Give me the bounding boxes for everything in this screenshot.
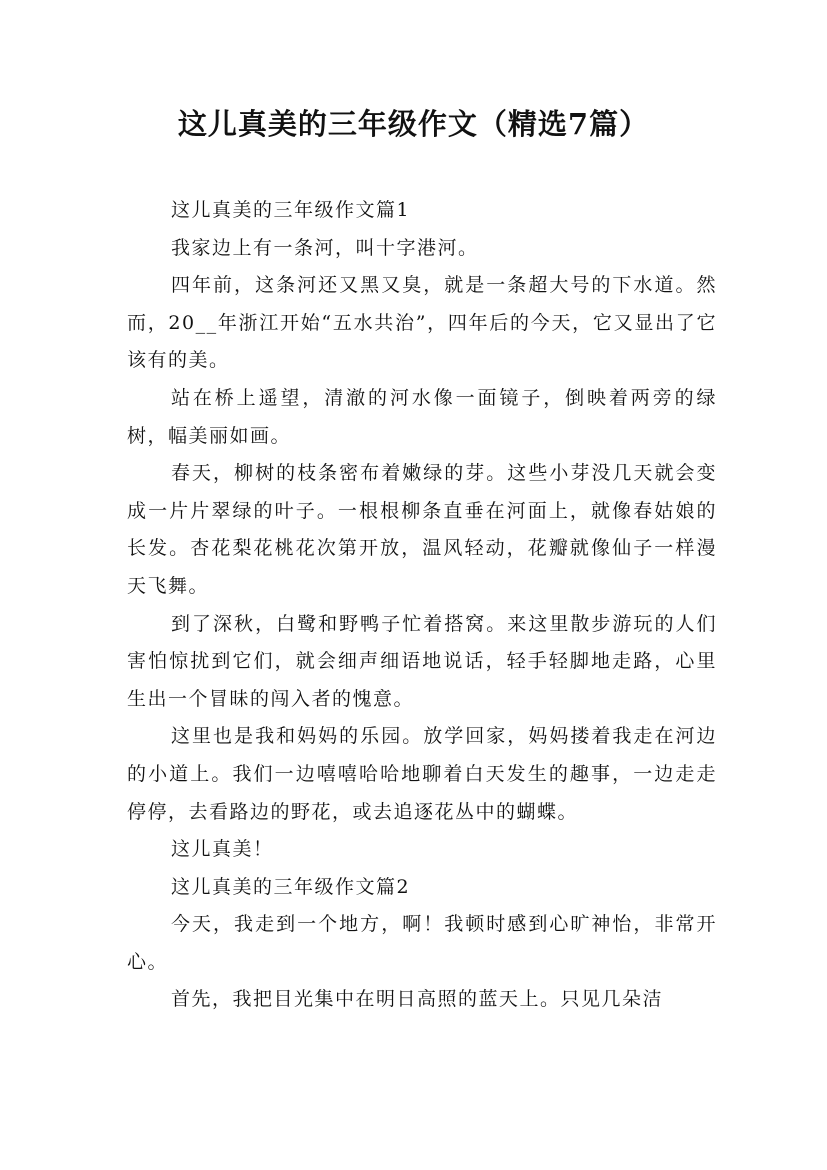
paragraph: 首先，我把目光集中在明日高照的蓝天上。只见几朵洁: [171, 988, 664, 1011]
paragraph: 这里也是我和妈妈的乐园。放学回家，妈妈搂着我走在河边的小道上。我们一边嘻嘻哈哈地聊着白天发生的趣事，一边走走停停，去看路边的野花，或去追逐花丛中的蝴蝶。: [127, 725, 717, 823]
paragraph: 到了深秋，白鹭和野鸭子忙着搭窝。来这里散步游玩的人们害怕惊扰到它们，就会细声细语地说话，轻手轻脚地走路，心里生出一个冒昧的闯入者的愧意。: [127, 612, 717, 710]
section-heading: 这儿真美的三年级作文篇2: [171, 875, 411, 898]
paragraph: 春天，柳树的枝条密布着嫩绿的芽。这些小芽没几天就会变成一片片翠绿的叶子。一根根柳条直垂在河面上，就像春姑娘的长发。杏花梨花桃花次第开放，温风轻动，花瓣就像仙子一样漫天飞舞。: [127, 462, 717, 597]
paragraph: 这儿真美！: [171, 838, 274, 861]
paragraph: 四年前，这条河还又黑又臭，就是一条超大号的下水道。然而，20__年浙江开始“五水共治”，四年后的今天，它又显出了它该有的美。: [127, 274, 717, 372]
paragraph: 我家边上有一条河，叫十字港河。: [171, 236, 479, 259]
document-body: [127, 192, 717, 1019]
document-title: 这儿真美的三年级作文（精选7篇）: [177, 107, 650, 141]
section-heading: 这儿真美的三年级作文篇1: [171, 199, 411, 221]
paragraph: 今天，我走到一个地方，啊！我顿时感到心旷神怡，非常开心。: [127, 913, 717, 973]
paragraph: 站在桥上遥望，清澈的河水像一面镜子，倒映着两旁的绿树，幅美丽如画。: [127, 386, 717, 447]
